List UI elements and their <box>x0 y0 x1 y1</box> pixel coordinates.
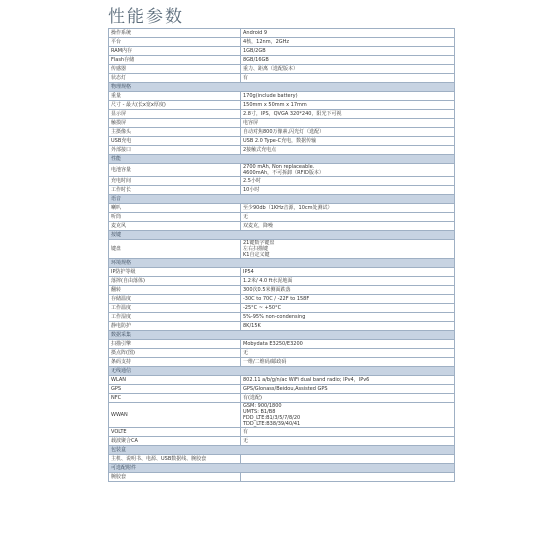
spec-value: 5%-95% non-condensing <box>241 313 455 322</box>
spec-value: 300次0.5米侧面跌落 <box>241 286 455 295</box>
spec-value: 8GB/16GB <box>241 56 455 65</box>
spec-value <box>241 403 455 428</box>
section-header-row <box>109 195 455 204</box>
spec-value <box>241 473 455 482</box>
spec-row <box>109 313 455 322</box>
section-title: 按键 <box>109 231 455 240</box>
spec-value: 4核，12nm，2GHz <box>241 38 455 47</box>
spec-value: 2.5小时 <box>241 177 455 186</box>
spec-row <box>109 92 455 101</box>
spec-row <box>109 376 455 385</box>
spec-value: 150mm x 50mm x 17mm <box>241 101 455 110</box>
spec-label: 工作湿度 <box>109 313 241 322</box>
spec-row <box>109 277 455 286</box>
spec-value: 有 <box>241 428 455 437</box>
spec-value: GPS/Glonass/Beidou,Assisted GPS <box>241 385 455 394</box>
spec-value-line: 左右扫描键 <box>243 246 269 252</box>
spec-row <box>109 240 455 259</box>
spec-label: 重量 <box>109 92 241 101</box>
spec-label: NFC <box>109 394 241 403</box>
section-title: 物理规格 <box>109 83 455 92</box>
section-header-row <box>109 83 455 92</box>
spec-row <box>109 437 455 446</box>
spec-label: 外部接口 <box>109 146 241 155</box>
spec-value: 有 <box>241 74 455 83</box>
section-title: 环境规格 <box>109 259 455 268</box>
spec-value: 1.2米/ 4.0 ft水泥地面 <box>241 277 455 286</box>
spec-label: 平台 <box>109 38 241 47</box>
spec-label: WWAN <box>109 403 241 428</box>
spec-label: WLAN <box>109 376 241 385</box>
section-title: 语音 <box>109 195 455 204</box>
spec-row <box>109 56 455 65</box>
spec-label: 尺寸 - 最大(长x宽x厚度) <box>109 101 241 110</box>
spec-value: Android 9 <box>241 29 455 38</box>
spec-label: 翻转 <box>109 286 241 295</box>
spec-label: 扫描引擎 <box>109 340 241 349</box>
spec-value: 双麦克，降噪 <box>241 222 455 231</box>
spec-label: 麦克风 <box>109 222 241 231</box>
section-header-row <box>109 367 455 376</box>
spec-value-line: UMTS: B1/B8 <box>243 409 276 415</box>
spec-table <box>108 28 455 482</box>
spec-row <box>109 403 455 428</box>
spec-label: 摄点阵(图) <box>109 349 241 358</box>
page-title: 性能参数 <box>108 7 184 27</box>
spec-row <box>109 164 455 177</box>
spec-row <box>109 286 455 295</box>
spec-row <box>109 358 455 367</box>
spec-label: 工作温度 <box>109 304 241 313</box>
spec-value: 电容屏 <box>241 119 455 128</box>
spec-row <box>109 295 455 304</box>
spec-label: 主机、说明书、电源、USB数据线、腕胶套 <box>109 455 241 464</box>
spec-value: 8K/15K <box>241 322 455 331</box>
spec-label: 传感器 <box>109 65 241 74</box>
spec-value: IP54 <box>241 268 455 277</box>
section-title: 可选配附件 <box>109 464 455 473</box>
spec-value-line: GSM: 900/1800 <box>243 403 282 409</box>
spec-value-line: 21键数字键盘 <box>243 240 275 246</box>
spec-label: IP防护等级 <box>109 268 241 277</box>
spec-label: 载波聚合CA <box>109 437 241 446</box>
spec-row <box>109 268 455 277</box>
spec-label: 腕胶套 <box>109 473 241 482</box>
spec-row <box>109 146 455 155</box>
spec-row <box>109 473 455 482</box>
spec-value: 10小时 <box>241 186 455 195</box>
spec-row <box>109 340 455 349</box>
section-header-row <box>109 331 455 340</box>
section-header-row <box>109 446 455 455</box>
spec-label: RAM内存 <box>109 47 241 56</box>
spec-label: 静电防护 <box>109 322 241 331</box>
spec-table-body <box>109 29 455 482</box>
spec-label: 喇叭 <box>109 204 241 213</box>
spec-value: 2接触式充电点 <box>241 146 455 155</box>
spec-row <box>109 394 455 403</box>
spec-label: 主摄像头 <box>109 128 241 137</box>
section-header-row <box>109 155 455 164</box>
spec-row <box>109 213 455 222</box>
spec-label: 落摔(自由落体) <box>109 277 241 286</box>
spec-label: USB充电 <box>109 137 241 146</box>
spec-row <box>109 38 455 47</box>
spec-value: 无 <box>241 437 455 446</box>
spec-label: 操作系统 <box>109 29 241 38</box>
spec-label: 触摸屏 <box>109 119 241 128</box>
spec-value: 1GB/2GB <box>241 47 455 56</box>
spec-label: VOLTE <box>109 428 241 437</box>
spec-row <box>109 428 455 437</box>
spec-value: 170g(include battery) <box>241 92 455 101</box>
spec-value-line: TDD_LTE:B38/39/40/41 <box>243 421 301 427</box>
spec-row <box>109 322 455 331</box>
spec-label: 充电时间 <box>109 177 241 186</box>
spec-value: 一维/二维码/邮政码 <box>241 358 455 367</box>
spec-row <box>109 110 455 119</box>
spec-row <box>109 65 455 74</box>
spec-value: 重力、距离（选配版本） <box>241 65 455 74</box>
spec-value: 802.11 a/b/g/n/ac WiFi dual band radio; IPv4，IPv6 <box>241 376 455 385</box>
spec-value: 至少90db（1KHz音源，10cm处测试） <box>241 204 455 213</box>
spec-value <box>241 240 455 259</box>
spec-row <box>109 304 455 313</box>
spec-row <box>109 47 455 56</box>
spec-row <box>109 128 455 137</box>
spec-row <box>109 119 455 128</box>
spec-row <box>109 385 455 394</box>
spec-row <box>109 29 455 38</box>
spec-row <box>109 204 455 213</box>
spec-label: 存储温度 <box>109 295 241 304</box>
spec-label: 条码支持 <box>109 358 241 367</box>
spec-value-line: FDD_LTE:B1/3/5/7/8/20 <box>243 415 301 421</box>
spec-row <box>109 74 455 83</box>
spec-label: 状态灯 <box>109 74 241 83</box>
spec-value: 无 <box>241 213 455 222</box>
spec-label: GPS <box>109 385 241 394</box>
section-header-row <box>109 464 455 473</box>
spec-value <box>241 455 455 464</box>
spec-value: -30C to 70C / -22F to 158F <box>241 295 455 304</box>
section-title: 数据采集 <box>109 331 455 340</box>
spec-value-line: K1自定义键 <box>243 252 270 258</box>
spec-value-line: 4600mAh，不可拆卸（RFID版本） <box>243 170 324 176</box>
spec-label: Flash存储 <box>109 56 241 65</box>
section-title: 性能 <box>109 155 455 164</box>
spec-value: 2.8寸，IPS，QVGA 320*240，阳光下可视 <box>241 110 455 119</box>
spec-value: Mobydata E3250/E3200 <box>241 340 455 349</box>
spec-label: 电池容量 <box>109 164 241 177</box>
spec-row <box>109 349 455 358</box>
spec-label: 工作时长 <box>109 186 241 195</box>
spec-value: 自动对焦800万像素,闪光灯（选配） <box>241 128 455 137</box>
spec-value <box>241 164 455 177</box>
spec-row <box>109 177 455 186</box>
spec-label: 听筒 <box>109 213 241 222</box>
spec-row <box>109 186 455 195</box>
spec-row <box>109 137 455 146</box>
spec-value: -25°C ~ +50°C <box>241 304 455 313</box>
spec-label: 显示屏 <box>109 110 241 119</box>
section-title: 包装盒 <box>109 446 455 455</box>
spec-row <box>109 101 455 110</box>
section-header-row <box>109 231 455 240</box>
section-header-row <box>109 259 455 268</box>
spec-label: 键盘 <box>109 240 241 259</box>
spec-value: 有(选配) <box>241 394 455 403</box>
spec-value: 无 <box>241 349 455 358</box>
spec-row <box>109 455 455 464</box>
spec-value: USB 2.0 Type-C充电，数据传输 <box>241 137 455 146</box>
section-title: 无线通信 <box>109 367 455 376</box>
spec-row <box>109 222 455 231</box>
spec-value-line: 2700 mAh, Non replaceable. <box>243 164 315 170</box>
